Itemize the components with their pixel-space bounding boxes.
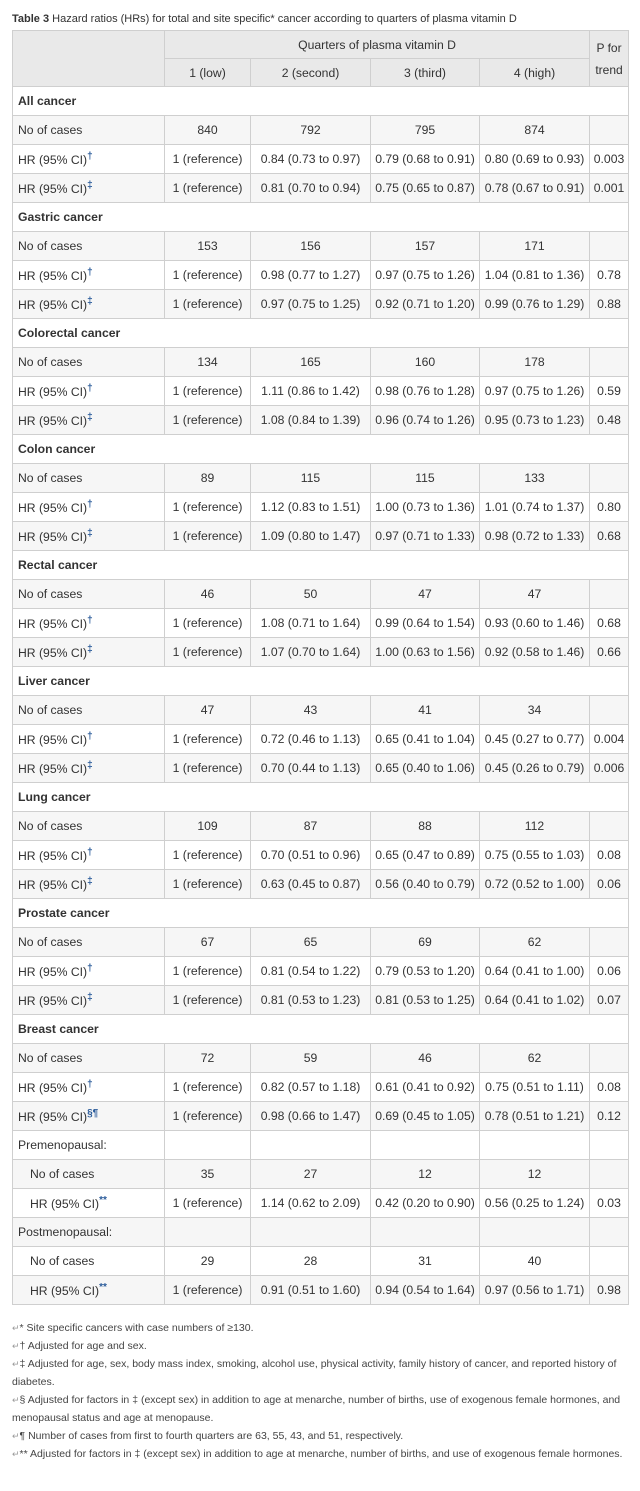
table-cell: 1.00 (0.73 to 1.36): [371, 493, 480, 522]
footnote-marker: ‡: [87, 875, 93, 887]
footnote-marker: †: [87, 730, 93, 742]
row-label: HR (95% CI)‡: [13, 522, 165, 551]
table-row: [13, 1189, 629, 1218]
return-arrow-icon: ↵: [12, 1449, 20, 1459]
footnote-marker: †: [87, 266, 93, 278]
table-cell: 0.96 (0.74 to 1.26): [371, 406, 480, 435]
table-row: [13, 1218, 629, 1247]
table-cell: 47: [480, 580, 590, 609]
table-cell: 165: [251, 348, 371, 377]
section-title: Colorectal cancer: [13, 319, 629, 348]
table-cell: 67: [165, 928, 251, 957]
table-cell: 0.95 (0.73 to 1.23): [480, 406, 590, 435]
table-cell: 0.45 (0.27 to 0.77): [480, 725, 590, 754]
footnote-marker: **: [99, 1281, 107, 1293]
table-cell: 0.94 (0.54 to 1.64): [371, 1276, 480, 1305]
table-cell: 0.72 (0.52 to 1.00): [480, 870, 590, 899]
row-label: HR (95% CI)‡: [13, 638, 165, 667]
section-title: Rectal cancer: [13, 551, 629, 580]
table-cell: 0.70 (0.51 to 0.96): [251, 841, 371, 870]
row-label: Postmenopausal:: [13, 1218, 165, 1247]
footnote-marker: †: [87, 1078, 93, 1090]
table-row: [13, 1044, 629, 1073]
header-group: Quarters of plasma vitamin D: [165, 31, 590, 59]
table-cell: 1 (reference): [165, 841, 251, 870]
table-cell: [590, 696, 629, 725]
table-row: [13, 1276, 629, 1305]
table-cell: [590, 1044, 629, 1073]
table-cell: 1.08 (0.84 to 1.39): [251, 406, 371, 435]
table-cell: 0.98 (0.66 to 1.47): [251, 1102, 371, 1131]
table-cell: 0.64 (0.41 to 1.00): [480, 957, 590, 986]
row-label: No of cases: [13, 232, 165, 261]
table-cell: 0.82 (0.57 to 1.18): [251, 1073, 371, 1102]
table-row: [13, 406, 629, 435]
section-title: Gastric cancer: [13, 203, 629, 232]
footnote-marker: ‡: [87, 179, 93, 191]
table-cell: [590, 1160, 629, 1189]
table-cell: 874: [480, 116, 590, 145]
table-row: [13, 493, 629, 522]
table-cell: 0.97 (0.75 to 1.26): [480, 377, 590, 406]
table-cell: 0.001: [590, 174, 629, 203]
table-cell: 12: [371, 1160, 480, 1189]
table-cell: 62: [480, 928, 590, 957]
table-cell: 115: [371, 464, 480, 493]
table-cell: 1.07 (0.70 to 1.64): [251, 638, 371, 667]
table-cell: 1.12 (0.83 to 1.51): [251, 493, 371, 522]
section-header-row: [13, 87, 629, 116]
table-cell: 1 (reference): [165, 754, 251, 783]
table-cell: 1.00 (0.63 to 1.56): [371, 638, 480, 667]
section-title: Colon cancer: [13, 435, 629, 464]
row-label: HR (95% CI)‡: [13, 986, 165, 1015]
table-cell: 0.99 (0.64 to 1.54): [371, 609, 480, 638]
table-cell: 0.65 (0.40 to 1.06): [371, 754, 480, 783]
row-label: No of cases: [13, 580, 165, 609]
table-cell: 1 (reference): [165, 986, 251, 1015]
table-row: [13, 290, 629, 319]
table-cell: 50: [251, 580, 371, 609]
row-label: HR (95% CI)†: [13, 725, 165, 754]
table-cell: 1 (reference): [165, 406, 251, 435]
table-title: Hazard ratios (HRs) for total and site specific* cancer according to quarters of plasma vitamin D: [52, 13, 517, 25]
table-cell: 0.81 (0.70 to 0.94): [251, 174, 371, 203]
table-cell: 0.78: [590, 261, 629, 290]
table-cell: 35: [165, 1160, 251, 1189]
section-header-row: [13, 203, 629, 232]
row-label: No of cases: [13, 812, 165, 841]
section-title: Lung cancer: [13, 783, 629, 812]
table-row: [13, 377, 629, 406]
row-label: HR (95% CI)‡: [13, 174, 165, 203]
table-cell: [590, 580, 629, 609]
table-cell: 0.75 (0.51 to 1.11): [480, 1073, 590, 1102]
table-cell: 0.97 (0.56 to 1.71): [480, 1276, 590, 1305]
table-cell: 0.78 (0.67 to 0.91): [480, 174, 590, 203]
table-cell: 0.72 (0.46 to 1.13): [251, 725, 371, 754]
section-title: Prostate cancer: [13, 899, 629, 928]
table-cell: 0.97 (0.71 to 1.33): [371, 522, 480, 551]
table-cell: 1 (reference): [165, 1189, 251, 1218]
table-cell: 0.65 (0.41 to 1.04): [371, 725, 480, 754]
footnote-marker: **: [99, 1194, 107, 1206]
table-cell: 0.92 (0.58 to 1.46): [480, 638, 590, 667]
table-cell: 0.75 (0.55 to 1.03): [480, 841, 590, 870]
row-label: Premenopausal:: [13, 1131, 165, 1160]
table-cell: 46: [165, 580, 251, 609]
table-cell: 0.06: [590, 957, 629, 986]
table-cell: 31: [371, 1247, 480, 1276]
footnote-marker: ‡: [87, 759, 93, 771]
table-cell: 1.08 (0.71 to 1.64): [251, 609, 371, 638]
row-label: HR (95% CI)‡: [13, 870, 165, 899]
table-cell: 0.98 (0.76 to 1.28): [371, 377, 480, 406]
table-cell: 0.81 (0.53 to 1.23): [251, 986, 371, 1015]
table-row: [13, 1160, 629, 1189]
table-row: [13, 638, 629, 667]
table-cell: 47: [371, 580, 480, 609]
footnote-marker: †: [87, 498, 93, 510]
table-cell: [480, 1218, 590, 1247]
table-cell: 0.66: [590, 638, 629, 667]
table-cell: 65: [251, 928, 371, 957]
return-arrow-icon: ↵: [12, 1395, 20, 1405]
table-cell: 0.79 (0.68 to 0.91): [371, 145, 480, 174]
footnote: ↵¶ Number of cases from first to fourth quarters are 63, 55, 43, and 51, respectively.: [12, 1430, 404, 1442]
table-cell: 0.68: [590, 522, 629, 551]
table-cell: 1.01 (0.74 to 1.37): [480, 493, 590, 522]
footnote: ↵* Site specific cancers with case numbers of ≥130.: [12, 1322, 254, 1334]
table-cell: 41: [371, 696, 480, 725]
row-label: HR (95% CI)†: [13, 957, 165, 986]
table-cell: 160: [371, 348, 480, 377]
table-cell: 0.42 (0.20 to 0.90): [371, 1189, 480, 1218]
table-cell: [371, 1131, 480, 1160]
table-row: [13, 957, 629, 986]
table-cell: 12: [480, 1160, 590, 1189]
row-label: No of cases: [13, 116, 165, 145]
row-label: HR (95% CI)§¶: [13, 1102, 165, 1131]
table-cell: 0.93 (0.60 to 1.46): [480, 609, 590, 638]
table-row: [13, 261, 629, 290]
table-cell: 0.08: [590, 1073, 629, 1102]
table-cell: 0.78 (0.51 to 1.21): [480, 1102, 590, 1131]
table-cell: 1 (reference): [165, 1276, 251, 1305]
table-row: [13, 1102, 629, 1131]
table-cell: 0.84 (0.73 to 0.97): [251, 145, 371, 174]
footnotes: [12, 1319, 628, 1463]
table-row: [13, 522, 629, 551]
footnote-marker: †: [87, 846, 93, 858]
footnote-marker: †: [87, 614, 93, 626]
table-cell: 1.14 (0.62 to 2.09): [251, 1189, 371, 1218]
table-cell: 0.004: [590, 725, 629, 754]
row-label: HR (95% CI)†: [13, 841, 165, 870]
footnote-marker: ‡: [87, 643, 93, 655]
table-row: [13, 1073, 629, 1102]
table-cell: [480, 1131, 590, 1160]
table-row: [13, 812, 629, 841]
table-cell: 0.48: [590, 406, 629, 435]
return-arrow-icon: ↵: [12, 1323, 20, 1333]
table-cell: [590, 1218, 629, 1247]
table-cell: 1 (reference): [165, 522, 251, 551]
table-body: [13, 87, 629, 1305]
table-cell: 112: [480, 812, 590, 841]
table-row: [13, 1247, 629, 1276]
table-cell: 1 (reference): [165, 1073, 251, 1102]
table-cell: 0.97 (0.75 to 1.26): [371, 261, 480, 290]
header-col-1: 1 (low): [165, 59, 251, 87]
table-row: [13, 754, 629, 783]
footnote-marker: ‡: [87, 527, 93, 539]
table-cell: [590, 116, 629, 145]
table-cell: [165, 1218, 251, 1247]
table-cell: 0.70 (0.44 to 1.13): [251, 754, 371, 783]
header-col-4: 4 (high): [480, 59, 590, 87]
table-cell: [590, 928, 629, 957]
table-row: [13, 1131, 629, 1160]
table-cell: 72: [165, 1044, 251, 1073]
table-cell: 1 (reference): [165, 290, 251, 319]
table-cell: 0.63 (0.45 to 0.87): [251, 870, 371, 899]
footnote-marker: †: [87, 150, 93, 162]
table-row: [13, 174, 629, 203]
table-cell: 134: [165, 348, 251, 377]
table-cell: 0.80 (0.69 to 0.93): [480, 145, 590, 174]
table-cell: [590, 464, 629, 493]
table-cell: 27: [251, 1160, 371, 1189]
table-row: [13, 870, 629, 899]
table-caption: [0, 0, 640, 30]
row-label: HR (95% CI)†: [13, 145, 165, 174]
footnote-marker: †: [87, 382, 93, 394]
footnote: ↵** Adjusted for factors in ‡ (except sex) in addition to age at menarche, number of births, and use of exogenous female hormones.: [12, 1448, 623, 1460]
table-cell: 1 (reference): [165, 957, 251, 986]
table-cell: 115: [251, 464, 371, 493]
table-cell: 0.98 (0.72 to 1.33): [480, 522, 590, 551]
table-row: [13, 986, 629, 1015]
table-cell: 0.98: [590, 1276, 629, 1305]
table-cell: 1 (reference): [165, 174, 251, 203]
table-cell: 1 (reference): [165, 1102, 251, 1131]
table-cell: 0.003: [590, 145, 629, 174]
table-cell: 89: [165, 464, 251, 493]
table-row: [13, 725, 629, 754]
section-title: Breast cancer: [13, 1015, 629, 1044]
table-cell: 47: [165, 696, 251, 725]
table-cell: 0.07: [590, 986, 629, 1015]
table-cell: 1 (reference): [165, 870, 251, 899]
table-cell: 0.99 (0.76 to 1.29): [480, 290, 590, 319]
footnote-marker: ‡: [87, 991, 93, 1003]
table-cell: 0.81 (0.54 to 1.22): [251, 957, 371, 986]
table-cell: 0.79 (0.53 to 1.20): [371, 957, 480, 986]
table-cell: [590, 812, 629, 841]
table-cell: [590, 348, 629, 377]
table-cell: 0.80: [590, 493, 629, 522]
table-cell: 69: [371, 928, 480, 957]
section-header-row: [13, 319, 629, 348]
header-col-2: 2 (second): [251, 59, 371, 87]
table-row: [13, 116, 629, 145]
table-cell: [251, 1131, 371, 1160]
table-cell: 0.45 (0.26 to 0.79): [480, 754, 590, 783]
table-cell: 0.56 (0.25 to 1.24): [480, 1189, 590, 1218]
row-label: HR (95% CI)‡: [13, 754, 165, 783]
table-cell: 40: [480, 1247, 590, 1276]
table-label: Table 3: [12, 13, 50, 25]
table-cell: 59: [251, 1044, 371, 1073]
table-cell: 0.68: [590, 609, 629, 638]
row-label: HR (95% CI)†: [13, 377, 165, 406]
table-cell: 157: [371, 232, 480, 261]
table-cell: 1 (reference): [165, 377, 251, 406]
table-cell: 840: [165, 116, 251, 145]
row-label: No of cases: [13, 696, 165, 725]
table-row: [13, 928, 629, 957]
table-cell: 0.12: [590, 1102, 629, 1131]
table-cell: 795: [371, 116, 480, 145]
table-cell: 0.56 (0.40 to 0.79): [371, 870, 480, 899]
section-header-row: [13, 551, 629, 580]
table-cell: 0.75 (0.65 to 0.87): [371, 174, 480, 203]
table-cell: 0.91 (0.51 to 1.60): [251, 1276, 371, 1305]
table-cell: 109: [165, 812, 251, 841]
table-row: [13, 609, 629, 638]
row-label: HR (95% CI)†: [13, 609, 165, 638]
table-cell: 46: [371, 1044, 480, 1073]
row-label: HR (95% CI)†: [13, 261, 165, 290]
section-title: Liver cancer: [13, 667, 629, 696]
table-row: [13, 145, 629, 174]
row-label: No of cases: [13, 1160, 165, 1189]
table-cell: [165, 1131, 251, 1160]
table-cell: 1 (reference): [165, 493, 251, 522]
return-arrow-icon: ↵: [12, 1431, 20, 1441]
table-cell: 0.59: [590, 377, 629, 406]
row-label: No of cases: [13, 464, 165, 493]
return-arrow-icon: ↵: [12, 1359, 20, 1369]
table-cell: 29: [165, 1247, 251, 1276]
table-cell: 62: [480, 1044, 590, 1073]
table-row: [13, 696, 629, 725]
table-cell: 0.97 (0.75 to 1.25): [251, 290, 371, 319]
row-label: HR (95% CI)‡: [13, 406, 165, 435]
section-header-row: [13, 783, 629, 812]
table-cell: 792: [251, 116, 371, 145]
hazard-ratio-table: [12, 30, 629, 1305]
table-cell: 0.61 (0.41 to 0.92): [371, 1073, 480, 1102]
row-label: No of cases: [13, 348, 165, 377]
footnote-marker: §¶: [87, 1107, 99, 1119]
row-label: HR (95% CI)**: [13, 1189, 165, 1218]
table-cell: 1 (reference): [165, 609, 251, 638]
table-cell: 0.92 (0.71 to 1.20): [371, 290, 480, 319]
table-cell: 0.81 (0.53 to 1.25): [371, 986, 480, 1015]
table-row: [13, 464, 629, 493]
table-cell: 0.69 (0.45 to 1.05): [371, 1102, 480, 1131]
table-cell: 0.08: [590, 841, 629, 870]
table-row: [13, 232, 629, 261]
section-header-row: [13, 667, 629, 696]
table-cell: 171: [480, 232, 590, 261]
table-cell: 43: [251, 696, 371, 725]
section-header-row: [13, 435, 629, 464]
table-cell: 1 (reference): [165, 261, 251, 290]
header-p-trend: P for trend: [590, 31, 629, 87]
row-label: HR (95% CI)†: [13, 493, 165, 522]
row-label: HR (95% CI)**: [13, 1276, 165, 1305]
table-cell: 0.006: [590, 754, 629, 783]
table-cell: 0.06: [590, 870, 629, 899]
table-row: [13, 348, 629, 377]
header-blank: [13, 31, 165, 87]
row-label: No of cases: [13, 1247, 165, 1276]
row-label: No of cases: [13, 928, 165, 957]
table-cell: 1.11 (0.86 to 1.42): [251, 377, 371, 406]
footnote-marker: †: [87, 962, 93, 974]
table-cell: 153: [165, 232, 251, 261]
row-label: HR (95% CI)‡: [13, 290, 165, 319]
table-cell: 133: [480, 464, 590, 493]
footnote: ↵† Adjusted for age and sex.: [12, 1340, 147, 1352]
footnote: ↵§ Adjusted for factors in ‡ (except sex) in addition to age at menarche, number of births, use of exogenous female hormones, and menopausal status and age at menopause.: [12, 1394, 621, 1424]
table-cell: 156: [251, 232, 371, 261]
table-cell: 178: [480, 348, 590, 377]
table-cell: 0.03: [590, 1189, 629, 1218]
table-cell: 88: [371, 812, 480, 841]
table-cell: 1.09 (0.80 to 1.47): [251, 522, 371, 551]
footnote-marker: ‡: [87, 411, 93, 423]
table-cell: [371, 1218, 480, 1247]
return-arrow-icon: ↵: [12, 1341, 20, 1351]
table-cell: 1 (reference): [165, 145, 251, 174]
table-cell: 0.88: [590, 290, 629, 319]
table-cell: 87: [251, 812, 371, 841]
table-cell: 1 (reference): [165, 638, 251, 667]
header-col-3: 3 (third): [371, 59, 480, 87]
table-cell: [251, 1218, 371, 1247]
table-row: [13, 580, 629, 609]
table-cell: [590, 1247, 629, 1276]
table-row: [13, 841, 629, 870]
table-cell: 0.98 (0.77 to 1.27): [251, 261, 371, 290]
row-label: HR (95% CI)†: [13, 1073, 165, 1102]
table-cell: 28: [251, 1247, 371, 1276]
table-cell: [590, 232, 629, 261]
table-cell: 34: [480, 696, 590, 725]
table-cell: 1 (reference): [165, 725, 251, 754]
footnote-marker: ‡: [87, 295, 93, 307]
table-cell: 1.04 (0.81 to 1.36): [480, 261, 590, 290]
section-header-row: [13, 1015, 629, 1044]
table-cell: [590, 1131, 629, 1160]
footnote: ↵‡ Adjusted for age, sex, body mass index, smoking, alcohol use, physical activity, family history of cancer, and reported history of diabetes.: [12, 1358, 617, 1388]
table-cell: 0.65 (0.47 to 0.89): [371, 841, 480, 870]
row-label: No of cases: [13, 1044, 165, 1073]
table-cell: 0.64 (0.41 to 1.02): [480, 986, 590, 1015]
section-title: All cancer: [13, 87, 629, 116]
section-header-row: [13, 899, 629, 928]
